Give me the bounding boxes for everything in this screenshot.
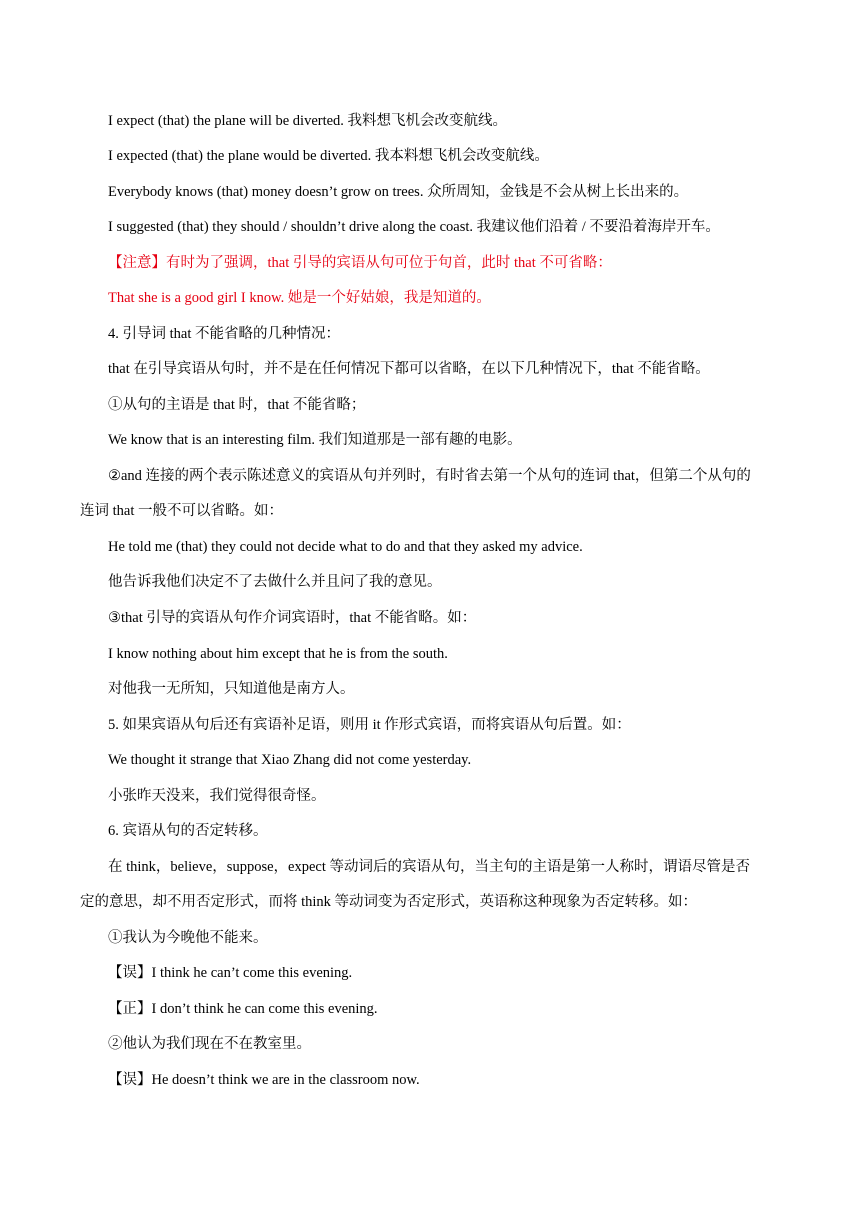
example-line: I suggested (that) they should / shouldn’t drive along the coast. 我建议他们沿着 / 不要沿着海岸开车。: [108, 219, 720, 235]
example-line: We know that is an interesting film. 我们知道那是一部有趣的电影。: [108, 432, 522, 448]
paragraph-line-continued: 定的意思，却不用否定形式，而将 think 等动词变为否定形式，英语称这种现象为否定转移。如：: [80, 894, 698, 910]
example-line: He told me (that) they could not decide what to do and that they asked my advice.: [108, 539, 583, 555]
note-example-line: That she is a good girl I know. 她是一个好姑娘，我是知道的。: [108, 290, 491, 306]
example-line: Everybody knows (that) money doesn’t grow on trees. 众所周知，金钱是不会从树上长出来的。: [108, 184, 689, 200]
section-heading: 5. 如果宾语从句后还有宾语补足语，则用 it 作形式宾语，而将宾语从句后置。如：: [108, 717, 631, 733]
rule-line: ③that 引导的宾语从句作介词宾语时，that 不能省略。如：: [108, 610, 477, 626]
section-heading: 4. 引导词 that 不能省略的几种情况：: [108, 326, 340, 342]
paragraph-line: that 在引导宾语从句时，并不是在任何情况下都可以省略，在以下几种情况下，that 不能省略。: [108, 361, 710, 377]
example-line: I know nothing about him except that he is from the south.: [108, 646, 448, 662]
example-line: ①我认为今晚他不能来。: [108, 930, 268, 946]
example-line: We thought it strange that Xiao Zhang did not come yesterday.: [108, 752, 472, 768]
example-line: I expected (that) the plane would be diverted. 我本料想飞机会改变航线。: [108, 148, 549, 164]
wrong-example-line: 【误】I think he can’t come this evening.: [108, 965, 353, 981]
translation-line: 他告诉我他们决定不了去做什么并且问了我的意见。: [108, 574, 442, 590]
rule-line: ②and 连接的两个表示陈述意义的宾语从句并列时，有时省去第一个从句的连词 that，但第二个从句的: [108, 468, 751, 484]
note-line: 【注意】有时为了强调，that 引导的宾语从句可位于句首，此时 that 不可省略：: [108, 255, 612, 271]
translation-line: 对他我一无所知，只知道他是南方人。: [108, 681, 355, 697]
rule-line-continued: 连词 that 一般不可以省略。如：: [80, 503, 283, 519]
wrong-example-line: 【误】He doesn’t think we are in the classroom now.: [108, 1072, 420, 1088]
example-line: ②他认为我们现在不在教室里。: [108, 1036, 311, 1052]
rule-line: ①从句的主语是 that 时，that 不能省略；: [108, 397, 366, 413]
example-line: I expect (that) the plane will be diverted. 我料想飞机会改变航线。: [108, 113, 508, 129]
section-heading: 6. 宾语从句的否定转移。: [108, 823, 268, 839]
paragraph-line: 在 think，believe，suppose，expect 等动词后的宾语从句，当主句的主语是第一人称时，谓语尽管是否: [108, 859, 750, 875]
correct-example-line: 【正】I don’t think he can come this evening.: [108, 1001, 378, 1017]
translation-line: 小张昨天没来，我们觉得很奇怪。: [108, 788, 326, 804]
